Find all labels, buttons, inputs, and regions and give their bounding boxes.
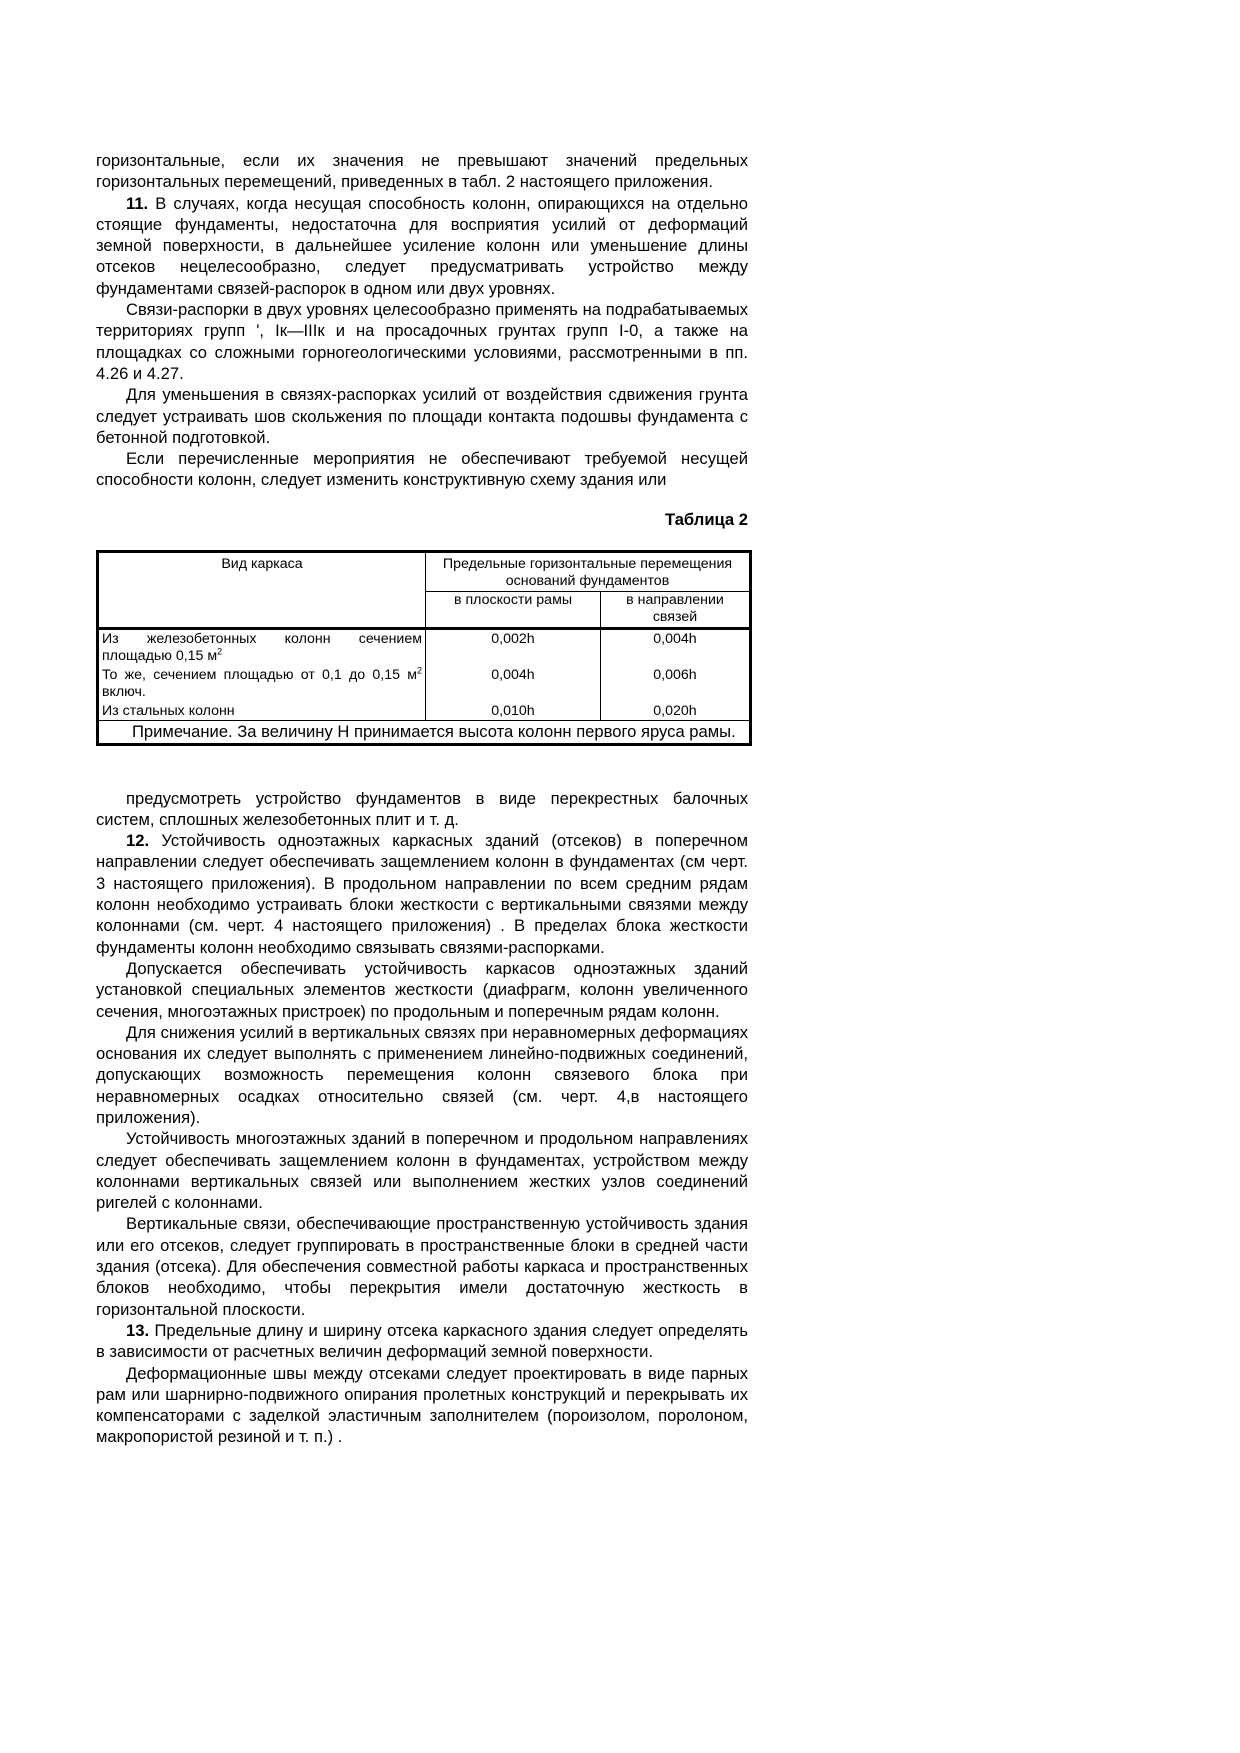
row-value-bracing: 0,006h bbox=[653, 666, 697, 683]
paragraph-text: Вертикальные связи, обеспечивающие пространственную устойчивость здания или его отсеков, следует группировать в пространственные блоки в средней части здания (отсека). Для обеспечения совместной работы каркаса и пространственных блоков необходимо, чтобы перекрытия имели достаточную жесткость в горизонтальной плоскости. bbox=[96, 1214, 748, 1319]
item-number: 13. bbox=[126, 1320, 150, 1340]
top-text bbox=[96, 150, 748, 491]
paragraph-text: Устойчивость многоэтажных зданий в поперечном и продольном направлениях следует обеспечивать защемлением колонн в фундаментах, устройством между колоннами вертикальных связей или выполнением жестких узлов соединений ригелей с колоннами. bbox=[96, 1129, 748, 1213]
paragraph-bottom-7 bbox=[96, 1363, 748, 1448]
row-kind: То же, сечением площадью от 0,1 до 0,15 $м^2$ включ. bbox=[98, 666, 426, 702]
paragraph-bottom-6 bbox=[96, 1320, 748, 1363]
paragraph-text: В случаях, когда несущая способность колонн, опирающихся на отдельно стоящие фундаменты, недостаточна для восприятия усилий от деформаций земной поверхности, в дальнейшее усиление колонн или уменьшение длины отсеков нецелесообразно, следует предусматривать устройство между фундаментами связей-распорок в одном или двух уровнях. bbox=[96, 193, 748, 298]
header-frame-plane: в плоскости рамы bbox=[426, 591, 601, 628]
paragraph-text: Устойчивость одноэтажных каркасных зданий (отсеков) в поперечном направлении следует обеспечивать защемлением колонн в фундаментах (см черт. 3 настоящего приложения). В продольном направлении по всем средним рядам колонн необходимо устраивать блоки жесткости с вертикальными связями между колоннами (см. черт. 4 настоящего приложения) . В пределах блока жесткости фундаменты колонн необходимо связывать связями-распорками. bbox=[96, 831, 748, 957]
header-kind: Вид каркаса bbox=[98, 551, 426, 628]
table-row bbox=[98, 702, 751, 721]
paragraph-bottom-2 bbox=[96, 958, 748, 1022]
superscript: 2 bbox=[416, 665, 422, 676]
paragraph-bottom-3 bbox=[96, 1022, 748, 1128]
spacer bbox=[96, 746, 748, 788]
displacement-table bbox=[96, 550, 752, 746]
table-note-row bbox=[98, 721, 751, 744]
paragraph-text: Для снижения усилий в вертикальных связях при неравномерных деформациях основания их следует выполнять с применением линейно-подвижных соединений, допускающих возможность перемещения колонн связевого блока при неравномерных осадках относительно связей (см. черт. 4,в настоящего приложения). bbox=[96, 1022, 748, 1127]
paragraph-text: Деформационные швы между отсеками следует проектировать в виде парных рам или шарнирно-подвижного опирания пролетных конструкций и перекрывать их компенсаторами с заделкой эластичным заполнителем (пороизолом, поролоном, макропористой резиной и т. п.) . bbox=[96, 1363, 748, 1447]
paragraph-top-2 bbox=[96, 299, 748, 384]
table-note: Примечание. За величину Н принимается высота колонн первого яруса рамы. bbox=[98, 721, 751, 744]
paragraph-bottom-0 bbox=[96, 788, 748, 831]
row-kind: Из железобетонных колонн сечением площадью 0,15 $м^2$ bbox=[98, 628, 426, 666]
item-number: 11. bbox=[126, 193, 149, 213]
row-value-frame: 0,002h bbox=[426, 628, 601, 666]
paragraph-top-0 bbox=[96, 150, 748, 193]
bottom-text bbox=[96, 788, 748, 1448]
row-kind: Из стальных колонн bbox=[98, 702, 426, 721]
paragraph-top-1 bbox=[96, 193, 748, 299]
header-group: Предельные горизонтальные перемещения оснований фундаментов bbox=[426, 551, 751, 591]
paragraph-top-4 bbox=[96, 448, 748, 491]
paragraph-bottom-4 bbox=[96, 1128, 748, 1213]
paragraph-bottom-5 bbox=[96, 1213, 748, 1319]
superscript: 2 bbox=[217, 646, 223, 657]
table-row bbox=[98, 628, 751, 666]
paragraph-text: Предельные длину и ширину отсека каркасного здания следует определять в зависимости от расчетных величин деформаций земной поверхности. bbox=[96, 1320, 748, 1362]
paragraph-text: Для уменьшения в связях-распорках усилий от воздействия сдвижения грунта следует устраивать шов скольжения по площади контакта подошвы фундамента с бетонной подготовкой. bbox=[96, 385, 748, 447]
item-number: 12. bbox=[126, 831, 150, 851]
row-value-frame: 0,004h bbox=[426, 666, 601, 702]
paragraph-text: горизонтальные, если их значения не превышают значений предельных горизонтальных перемещений, приведенных в табл. 2 настоящего приложения. bbox=[96, 151, 748, 192]
header-bracing-direction: в направлении связей bbox=[601, 591, 751, 628]
document-page bbox=[96, 150, 748, 1448]
paragraph-text: Связи-распорки в двух уровнях целесообразно применять на подрабатываемых территориях групп ', Iк—IIIк и на просадочных грунтах групп I-0, а также на площадках со сложными горногеологическими условиями, рассмотренными в пп. 4.26 и 4.27. bbox=[96, 300, 748, 383]
paragraph-text: Допускается обеспечивать устойчивость каркасов одноэтажных зданий установкой специальных элементов жесткости (диафрагм, колонн увеличенного сечения, многоэтажных пристроек) по продольным и поперечным рядам колонн. bbox=[96, 958, 748, 1021]
table-caption: Таблица 2 bbox=[664, 509, 748, 529]
paragraph-bottom-1 bbox=[96, 830, 748, 958]
table-row bbox=[98, 666, 751, 702]
row-value-bracing: 0,004h bbox=[653, 630, 697, 647]
row-value-frame: 0,010h bbox=[426, 702, 601, 721]
table-header-row bbox=[98, 551, 751, 591]
paragraph-text: предусмотреть устройство фундаментов в виде перекрестных балочных систем, сплошных железобетонных плит и т. д. bbox=[96, 788, 748, 829]
paragraph-text: Если перечисленные мероприятия не обеспечивают требуемой несущей способности колонн, следует изменить конструктивную схему здания или bbox=[96, 449, 748, 490]
row-value-bracing: 0,020h bbox=[653, 702, 697, 719]
paragraph-top-3 bbox=[96, 384, 748, 448]
